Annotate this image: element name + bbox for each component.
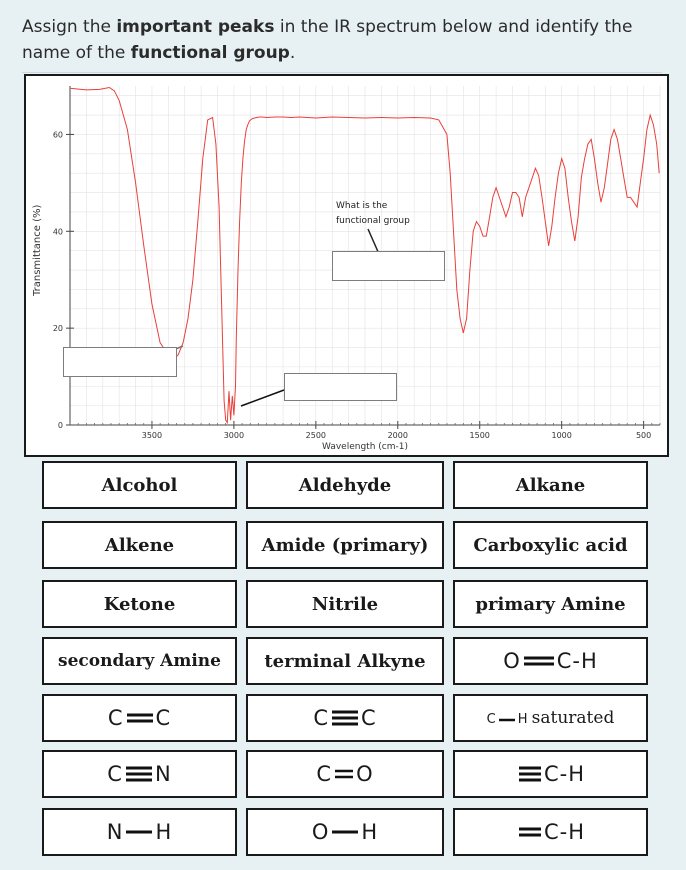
ir-spectrum-chart	[24, 74, 669, 457]
answer-drop-box-bottom[interactable]	[284, 373, 397, 401]
tile-primary-amine[interactable]	[453, 580, 648, 628]
atom-o: O	[311, 820, 330, 844]
answer-drop-box-left[interactable]	[63, 347, 177, 377]
tile-alkene[interactable]	[42, 521, 237, 569]
double-bond-icon	[519, 825, 541, 839]
triple-bond-icon	[332, 709, 358, 727]
double-bond-icon	[335, 768, 353, 780]
atom-c: C	[361, 706, 377, 730]
ch-saturated-label	[487, 708, 615, 728]
atom-o: O	[356, 762, 374, 786]
double-bond-icon	[127, 711, 153, 725]
tile-cc-triple-bond[interactable]	[246, 694, 444, 742]
atom-c: C	[313, 706, 329, 730]
tile-carboxylic-acid[interactable]	[453, 521, 648, 569]
x-axis-label: Wavelength (cm-1)	[322, 442, 408, 452]
tile-cn-triple-bond[interactable]	[42, 750, 237, 798]
saturated-text: saturated	[531, 708, 615, 728]
question-part-3: .	[289, 43, 296, 63]
tile-label: terminal Alkyne	[264, 650, 426, 672]
annotation-line-1: What is the	[336, 201, 388, 211]
atom-n: N	[106, 820, 124, 844]
single-bond-icon	[126, 828, 152, 836]
x-tick-label: 3500	[141, 431, 163, 440]
tile-terminal-alkyne[interactable]	[246, 637, 444, 685]
tile-label: Carboxylic acid	[473, 534, 628, 556]
x-tick-label: 1500	[469, 431, 490, 440]
tile-label: Nitrile	[311, 593, 379, 615]
atom-c: C	[316, 762, 333, 786]
question-emphasis-peaks: important peaks	[116, 17, 275, 37]
tile-label: Alcohol	[101, 474, 178, 496]
tile-label: Alkene	[104, 534, 175, 556]
y-tick-label: 0	[57, 421, 63, 430]
tile-amide-primary[interactable]	[246, 521, 444, 569]
annotation-pointer-bottom	[241, 390, 284, 406]
triple-bond-icon	[519, 765, 541, 783]
atom-h: H	[155, 820, 173, 844]
tile-label: Amide (primary)	[261, 534, 429, 556]
tile-label: Aldehyde	[298, 474, 392, 496]
atom-c: C	[107, 706, 124, 730]
tile-alkane[interactable]	[453, 461, 648, 509]
question-divider	[22, 72, 662, 73]
tile-ketone[interactable]	[42, 580, 237, 628]
x-tick-label: 3000	[223, 431, 245, 440]
y-tick-label: 20	[52, 324, 63, 334]
tile-label: Alkane	[515, 474, 586, 496]
tile-label: primary Amine	[475, 593, 626, 615]
question-part-2: in the IR spectrum below and identify the name of the	[22, 17, 633, 63]
tile-aldehyde-ch-bond[interactable]	[453, 637, 648, 685]
atom-c: C	[107, 762, 123, 786]
single-bond-icon	[499, 716, 515, 724]
tile-ch-saturated[interactable]	[453, 694, 648, 742]
tile-nitrile[interactable]	[246, 580, 444, 628]
y-tick-label: 60	[52, 130, 63, 140]
tile-cc-double-bond[interactable]	[42, 694, 237, 742]
annotation-line-2: functional group	[336, 216, 410, 226]
tile-alcohol[interactable]	[42, 461, 237, 509]
tile-label: Ketone	[103, 593, 176, 615]
question-text	[22, 14, 662, 66]
atom-c: C	[155, 706, 172, 730]
tile-nh-bond[interactable]	[42, 808, 237, 856]
atom-o: O	[503, 649, 521, 673]
x-tick-label: 2500	[305, 431, 327, 440]
tile-alkyne-ch-bond[interactable]	[453, 750, 648, 798]
y-tick-label: 40	[52, 227, 63, 237]
tile-label: secondary Amine	[58, 651, 221, 671]
atom-group-ch: C-H	[556, 649, 598, 673]
answer-drop-box-top[interactable]	[332, 251, 445, 281]
x-tick-label: 500	[635, 431, 652, 440]
single-bond-icon	[332, 828, 358, 836]
double-bond-icon	[524, 654, 554, 668]
question-emphasis-functional-group: functional group	[130, 43, 290, 63]
triple-bond-icon	[126, 765, 152, 783]
question-part-1: Assign the	[22, 17, 117, 37]
atom-group-ch: C-H	[543, 820, 586, 844]
tile-oh-bond[interactable]	[246, 808, 444, 856]
atom-h: H	[517, 712, 528, 727]
tile-secondary-amine[interactable]	[42, 637, 237, 685]
x-tick-label: 2000	[387, 431, 408, 440]
atom-group-ch: C-H	[543, 762, 586, 786]
y-axis-label: Transmittance (%)	[32, 204, 43, 296]
tile-aldehyde[interactable]	[246, 461, 444, 509]
atom-h: H	[361, 820, 379, 844]
x-tick-label: 1000	[551, 431, 572, 440]
tile-alkene-ch-bond[interactable]	[453, 808, 648, 856]
atom-c: C	[486, 712, 496, 727]
atom-n: N	[154, 762, 172, 786]
tile-co-double-bond[interactable]	[246, 750, 444, 798]
